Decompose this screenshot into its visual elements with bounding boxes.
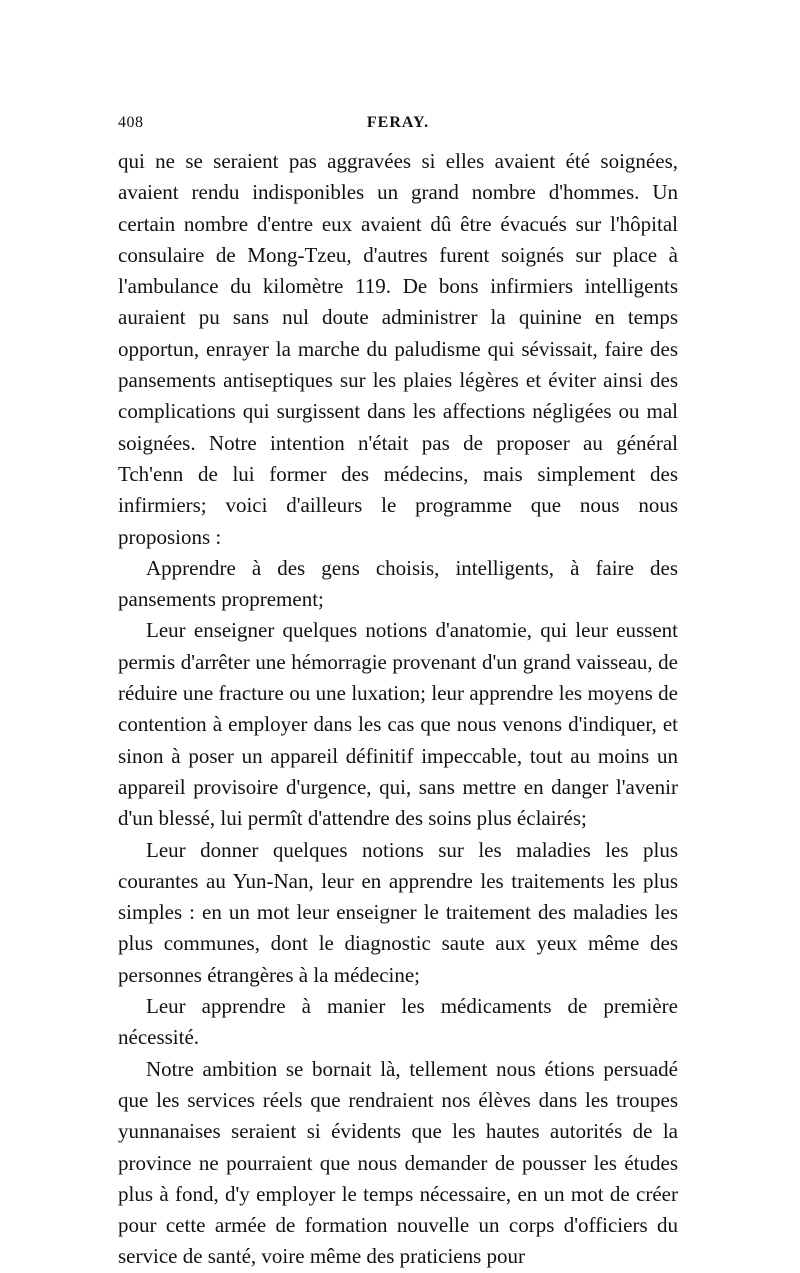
running-title: FERAY. <box>366 114 430 131</box>
body-text <box>118 146 678 1273</box>
page-header <box>118 108 678 138</box>
paragraph-anatomie: Leur enseigner quelques notions d'anatomie, qui leur eussent permis d'arrêter une hémorragie provenant d'un grand vaisseau, de réduire une fracture ou une luxation; leur apprendre les moyens de contention à employer dans les cas que nous venons d'indiquer, et sinon à poser un appareil définitif impeccable, tout au moins un appareil provisoire d'urgence, qui, sans mettre en danger l'avenir d'un blessé, lui permît d'attendre des soins plus éclairés; <box>118 618 678 831</box>
page-number: 408 <box>118 114 144 131</box>
paragraph-maladies: Leur donner quelques notions sur les maladies les plus courantes au Yun-Nan, leur en apprendre les traitements les plus simples : en un mot leur enseigner le traitement des maladies les plus communes, dont le diagnostic saute aux yeux même des personnes étrangères à la médecine; <box>118 837 678 987</box>
paragraph-continuation: qui ne se seraient pas aggravées si elles avaient été soignées, avaient rendu indisponibles un grand nombre d'hommes. Un certain nombre d'entre eux avaient dû être évacués sur l'hôpital consulaire de Mong-Tzeu, d'autres furent soignés sur place à l'ambulance du kilomètre 119. De bons infirmiers intelligents auraient pu sans nul doute administrer la quinine en temps opportun, enrayer la marche du paludisme qui sévissait, faire des pansements antiseptiques sur les plaies légères et éviter ainsi des complications qui surgissent dans les affections négligées ou mal soignées. Notre intention n'était pas de proposer au général Tch'enn de lui former des médecins, mais simplement des infirmiers; voici d'ailleurs le programme que nous nous proposions : <box>118 149 678 549</box>
book-page <box>118 108 678 1273</box>
paragraph-pansements: Apprendre à des gens choisis, intelligents, à faire des pansements proprement; <box>118 555 678 612</box>
paragraph-ambition: Notre ambition se bornait là, tellement nous étions persuadé que les services réels que rendraient nos élèves dans les troupes yunnanaises seraient si évidents que les hautes autorités de la province ne pourraient que nous demander de pousser les études plus à fond, d'y employer le temps nécessaire, en un mot de créer pour cette armée de formation nouvelle un corps d'officiers du service de santé, voire même des praticiens pour <box>118 1056 678 1269</box>
paragraph-medicaments: Leur apprendre à manier les médicaments de première nécessité. <box>118 994 678 1050</box>
